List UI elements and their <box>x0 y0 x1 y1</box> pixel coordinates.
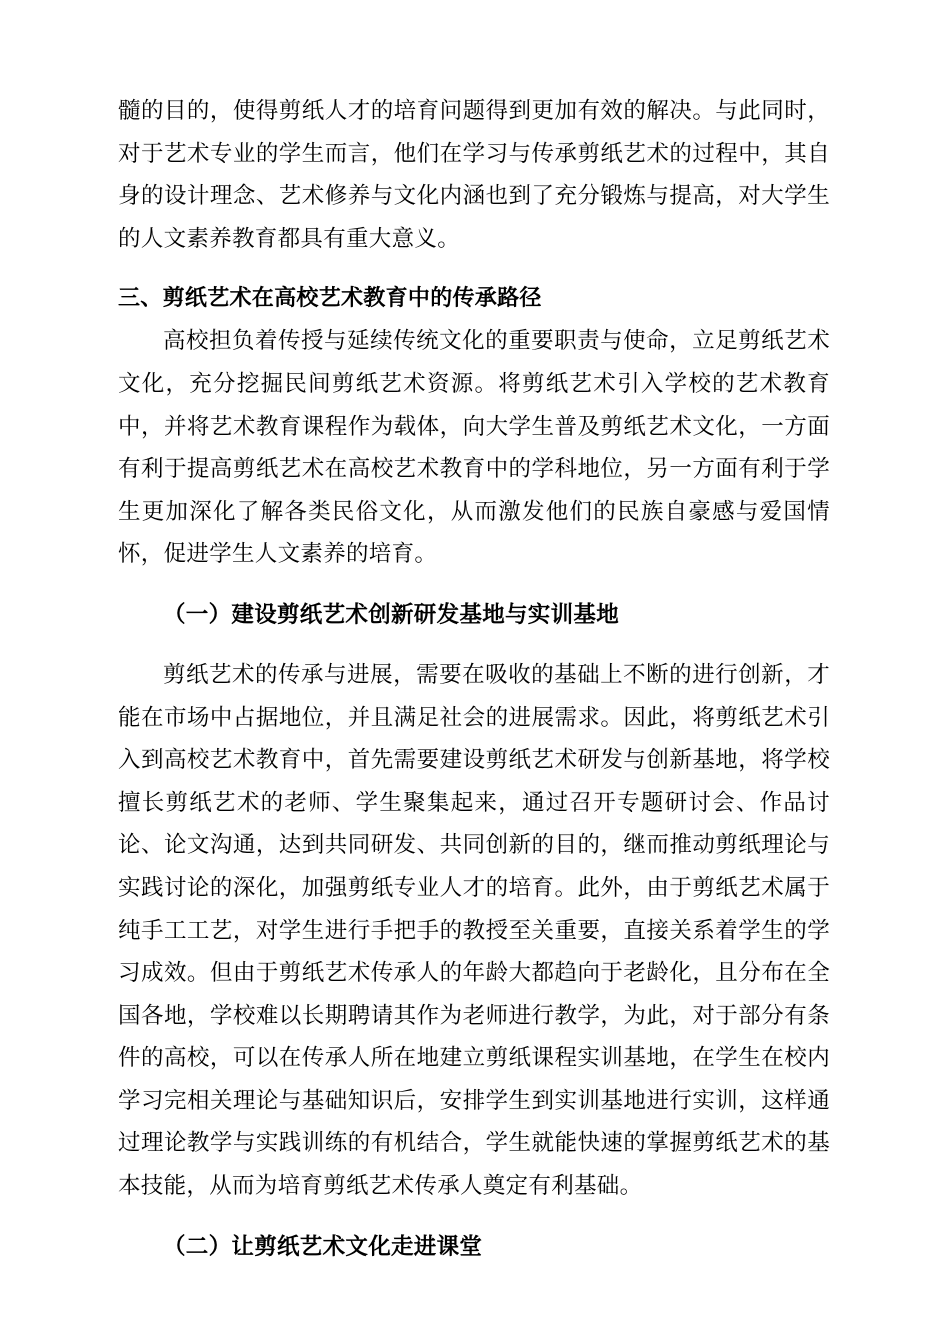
subsection-1-heading: （一）建设剪纸艺术创新研发基地与实训基地 <box>163 601 620 628</box>
subsection-1-paragraph: 剪纸艺术的传承与进展，需要在吸收的基础上不断的进行创新，才能在市场中占据地位，并且满足社会的进展需求。因此，将剪纸艺术引入到高校艺术教育中，首先需要建设剪纸艺术研发与创新基地，将学校擅长剪纸艺术的老师、学生聚集起来，通过召开专题研讨会、作品讨论、论文沟通，达到共同研发、共同创新的目的，继而推动剪纸理论与实践讨论的深化，加强剪纸专业人才的培育。此外，由于剪纸艺术属于纯手工工艺，对学生进行手把手的教授至关重要，直接关系着学生的学习成效。但由于剪纸艺术传承人的年龄大都趋向于老龄化，且分布在全国各地，学校难以长期聘请其作为老师进行教学，为此，对于部分有条件的高校，可以在传承人所在地建立剪纸课程实训基地，在学生在校内学习完相关理论与基础知识后，安排学生到实训基地进行实训，这样通过理论教学与实践训练的有机结合，学生就能快速的掌握剪纸艺术的基本技能，从而为培育剪纸艺术传承人奠定有利基础。 <box>118 661 830 1200</box>
subsection-2-heading: （二）让剪纸艺术文化走进课堂 <box>163 1233 483 1260</box>
intro-paragraph: 髓的目的，使得剪纸人才的培育问题得到更加有效的解决。与此同时，对于艺术专业的学生而言，他们在学习与传承剪纸艺术的过程中，其自身的设计理念、艺术修养与文化内涵也到了充分锻炼与提高，对大学生的人文素养教育都具有重大意义。 <box>118 98 830 252</box>
section-3-paragraph: 高校担负着传授与延续传统文化的重要职责与使命，立足剪纸艺术文化，充分挖掘民间剪纸艺术资源。将剪纸艺术引入学校的艺术教育中，并将艺术教育课程作为载体，向大学生普及剪纸艺术文化，一方面有利于提高剪纸艺术在高校艺术教育中的学科地位，另一方面有利于学生更加深化了解各类民俗文化，从而激发他们的民族自豪感与爱国情怀，促进学生人文素养的培育。 <box>118 328 830 568</box>
document-page <box>118 90 830 1268</box>
section-3-heading: 三、剪纸艺术在高校艺术教育中的传承路径 <box>118 286 542 312</box>
